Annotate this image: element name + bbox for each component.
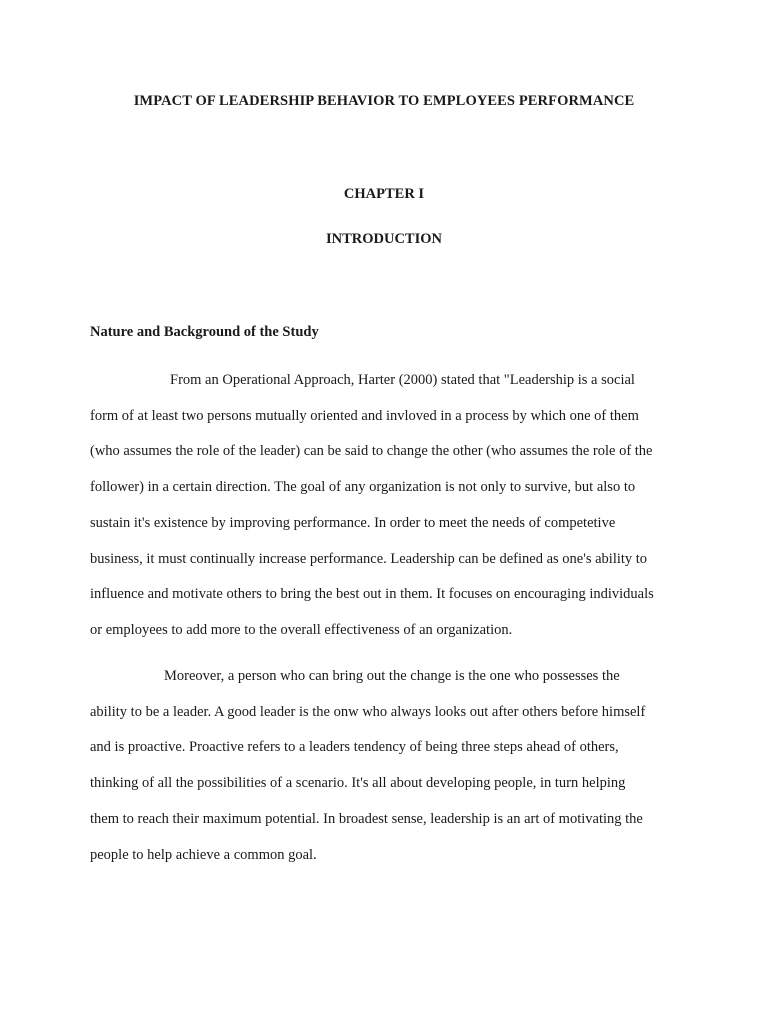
section-heading: Nature and Background of the Study <box>90 324 319 340</box>
paragraph-1 <box>90 363 690 649</box>
document-title: IMPACT OF LEADERSHIP BEHAVIOR TO EMPLOYEES PERFORMANCE <box>133 93 635 109</box>
chapter-number: CHAPTER I <box>343 186 425 202</box>
paragraph-line: sustain it's existence by improving performance. In order to meet the needs of competetive <box>90 514 616 531</box>
paragraph-line: ability to be a leader. A good leader is the onw who always looks out after others before himself <box>90 703 646 720</box>
paragraph-2 <box>90 659 690 873</box>
paragraph-line: them to reach their maximum potential. In broadest sense, leadership is an art of motivating the <box>90 810 643 827</box>
paragraph-line: (who assumes the role of the leader) can be said to change the other (who assumes the role of the <box>90 443 653 460</box>
paragraph-line: people to help achieve a common goal. <box>90 846 317 863</box>
paragraph-line: follower) in a certain direction. The goal of any organization is not only to survive, but also to <box>90 479 636 496</box>
paragraph-line: From an Operational Approach, Harter (2000) stated that "Leadership is a social <box>170 372 635 388</box>
paragraph-line: or employees to add more to the overall effectiveness of an organization. <box>90 621 513 638</box>
paragraph-line: form of at least two persons mutually oriented and invloved in a process by which one of them <box>90 407 639 424</box>
paragraph-line: Moreover, a person who can bring out the change is the one who possesses the <box>164 668 620 684</box>
paragraph-line: influence and motivate others to bring the best out in them. It focuses on encouraging individuals <box>90 586 654 603</box>
chapter-title: INTRODUCTION <box>325 231 442 247</box>
paragraph-line: and is proactive. Proactive refers to a leaders tendency of being three steps ahead of others, <box>90 739 619 756</box>
paragraph-line: thinking of all the possibilities of a scenario. It's all about developing people, in turn helping <box>90 775 626 792</box>
paragraph-line: business, it must continually increase performance. Leadership can be defined as one's ability to <box>90 550 648 567</box>
